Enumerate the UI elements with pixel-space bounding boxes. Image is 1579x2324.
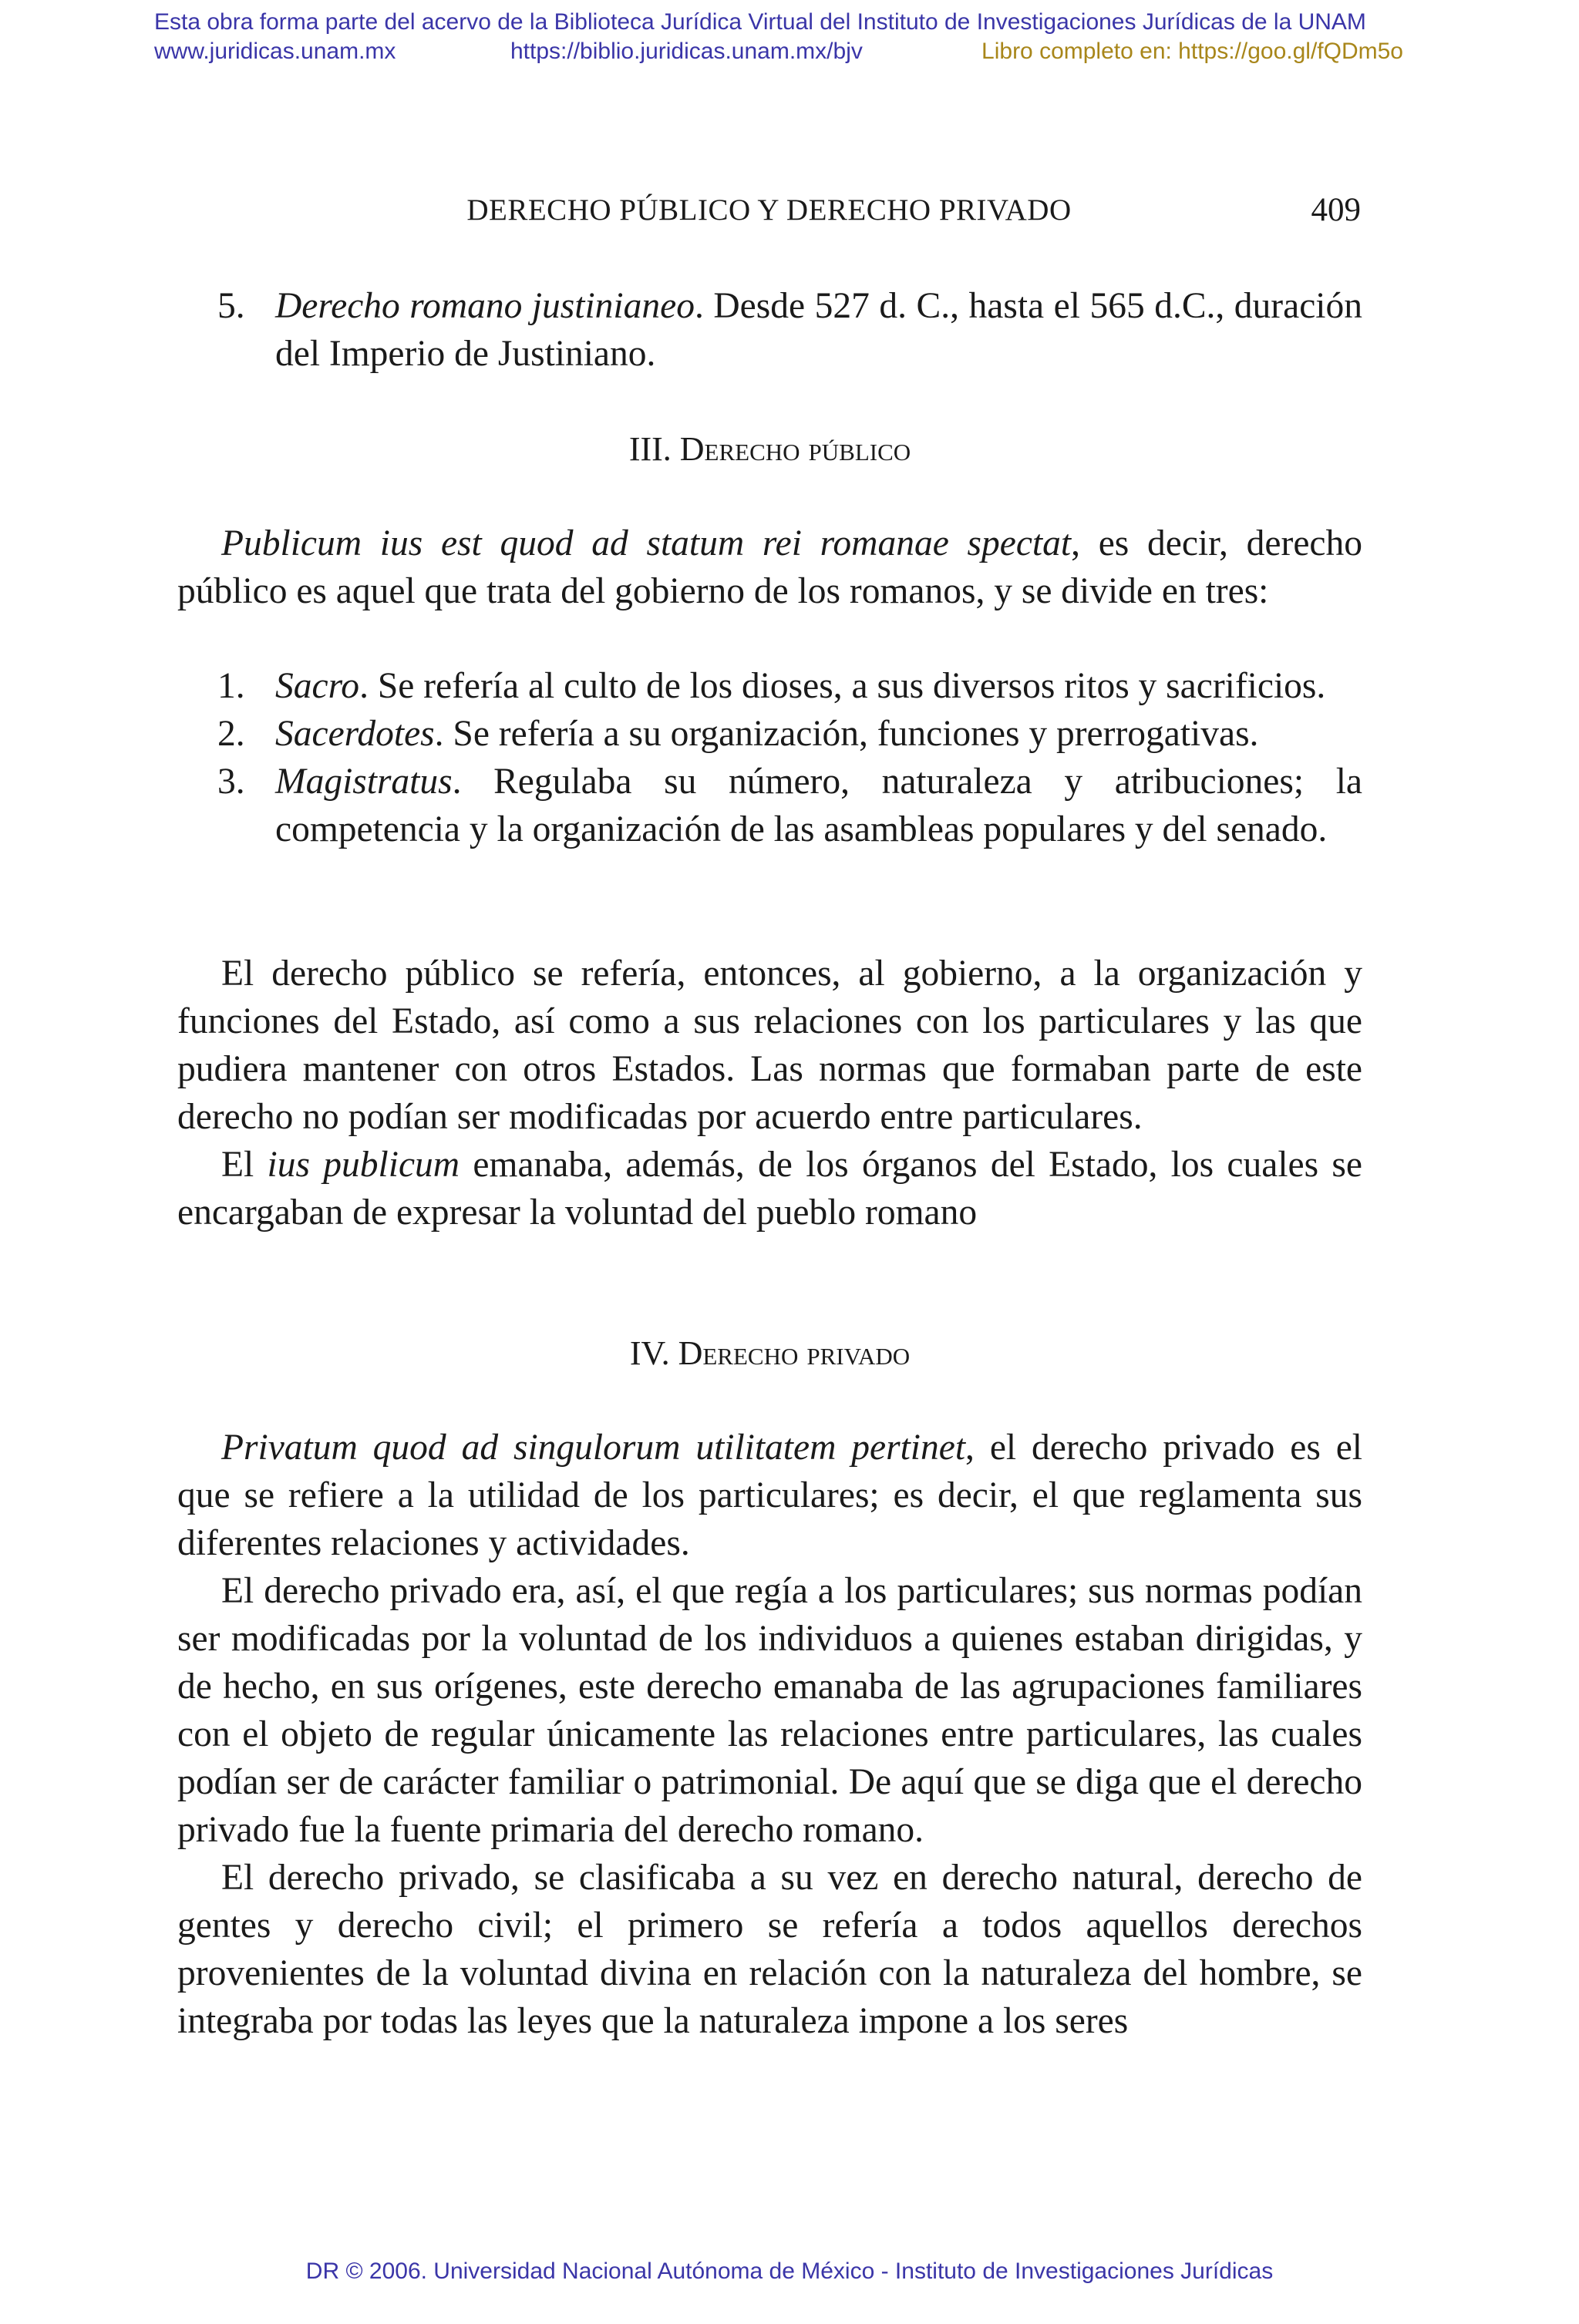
running-title: DERECHO PÚBLICO Y DERECHO PRIVADO <box>466 193 1072 227</box>
repository-notice-text: Esta obra forma parte del acervo de la Biblioteca Jurídica Virtual del Instituto de Investigaciones Jurídicas de la UNAM <box>154 9 1366 35</box>
list-item-text: . Regulaba su número, naturaleza y atribuciones; la competencia y la organización de las asambleas populares y del senado. <box>275 762 1362 849</box>
section-iv-heading-block <box>177 1330 1362 1377</box>
latin-term: ius publicum <box>267 1145 460 1185</box>
list-item-number: 5. <box>217 286 245 326</box>
private-law-intro-paragraph <box>177 1424 1362 1567</box>
private-law-paragraph-1: El derecho privado era, así, el que regía a los particulares; sus normas podían ser modificadas por la voluntad de los individuos a quienes estaban dirigidas, y de hecho, en sus orígenes, este derecho emanaba de las agrupaciones familiares con el objeto de regular únicamente las relaciones entre particulares, las cuales podían ser de carácter familiar o patrimonial. De aquí que se diga que el derecho privado fue la fuente primaria del derecho romano. <box>177 1571 1362 1850</box>
copyright-text: DR © 2006. Universidad Nacional Autónoma de México - Instituto de Investigaciones Jurídicas <box>305 2258 1274 2284</box>
running-head <box>177 191 1361 230</box>
list-item-sacerdotes <box>177 710 1362 758</box>
public-law-body-block <box>177 950 1362 1236</box>
public-law-paragraph-2 <box>177 1141 1362 1236</box>
list-item-number: 3. <box>217 762 245 802</box>
biblio-bjv-link[interactable]: https://biblio.juridicas.unam.mx/bjv <box>510 39 863 64</box>
section-iii-intro-block <box>177 520 1362 615</box>
section-heading-private-law <box>177 1330 1362 1377</box>
full-book-link[interactable]: Libro completo en: https://goo.gl/fQDm5o <box>981 39 1403 64</box>
list-item-5 <box>177 282 1362 378</box>
paragraph-text: El <box>221 1145 268 1185</box>
repository-links <box>154 37 1403 66</box>
public-law-divisions-list <box>177 662 1362 853</box>
list-item-text: . Desde 527 d. C., hasta el 565 d.C., duración del Imperio de Justiniano. <box>275 286 1362 374</box>
copyright-footer <box>0 2258 1579 2285</box>
section-heading-text: Derecho público <box>679 430 911 468</box>
list-item-title: Derecho romano justinianeo <box>275 286 695 326</box>
private-law-body-block <box>177 1424 1362 2045</box>
item-5-block <box>177 282 1362 378</box>
list-item-number: 2. <box>217 714 245 754</box>
list-item-sacro <box>177 662 1362 710</box>
intro-text: , el derecho privado es el que se refiere a la utilidad de los particulares; es decir, el que reglamenta sus diferentes relaciones y actividades. <box>177 1428 1362 1563</box>
section-numeral: III. <box>628 430 680 468</box>
latin-definition: Publicum ius est quod ad statum rei romanae spectat <box>221 523 1072 563</box>
list-item-title: Sacro <box>275 666 360 706</box>
list-item-title: Sacerdotes <box>275 714 435 754</box>
list-item-number: 1. <box>217 666 245 706</box>
section-heading-public-law <box>177 426 1362 473</box>
list-item-magistratus <box>177 758 1362 853</box>
list-item-text: . Se refería al culto de los dioses, a sus diversos ritos y sacrificios. <box>359 666 1326 706</box>
section-heading-text: Derecho privado <box>678 1334 911 1372</box>
private-law-paragraph-2: El derecho privado, se clasificaba a su vez en derecho natural, derecho de gentes y derecho civil; el primero se refería a todos aquellos derechos provenientes de la voluntad divina en relación con la naturaleza del hombre, se integraba por todas las leyes que la naturaleza impone a los seres <box>177 1858 1362 2041</box>
public-law-paragraph-1: El derecho público se refería, entonces, al gobierno, a la organización y funciones del Estado, así como a sus relaciones con los particulares y las que pudiera mantener con otros Estados. Las normas que formaban parte de este derecho no podían ser modificadas por acuerdo entre particulares. <box>177 953 1362 1137</box>
juridicas-site-link[interactable]: www.juridicas.unam.mx <box>154 39 396 64</box>
section-iii-heading-block <box>177 426 1362 473</box>
paragraph-text: emanaba, además, de los órganos del Estado, los cuales se encargaban de expresar la voluntad del pueblo romano <box>177 1145 1362 1233</box>
repository-notice <box>154 8 1366 37</box>
page-number: 409 <box>1311 192 1361 228</box>
section-numeral: IV. <box>629 1334 678 1372</box>
public-law-intro-paragraph <box>177 520 1362 615</box>
latin-definition: Privatum quod ad singulorum utilitatem pertinet <box>221 1428 966 1468</box>
list-item-title: Magistratus <box>275 762 453 802</box>
list-item-text: . Se refería a su organización, funciones y prerrogativas. <box>434 714 1259 754</box>
intro-text: , es decir, derecho público es aquel que trata del gobierno de los romanos, y se divide en tres: <box>177 523 1362 611</box>
